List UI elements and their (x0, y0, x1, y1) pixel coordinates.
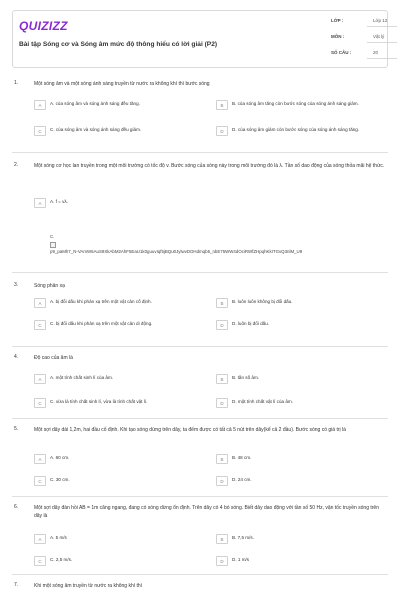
option-b[interactable] (216, 534, 388, 548)
question-number: 7. (14, 582, 19, 588)
option-a[interactable] (34, 454, 214, 468)
question-divider (12, 346, 388, 347)
question-divider (12, 418, 388, 419)
option-text: D. 24 cm. (232, 477, 252, 482)
meta-class (331, 15, 397, 27)
option-letter-box: C (34, 320, 46, 330)
option-letter-box: B (216, 534, 228, 544)
option-b[interactable] (216, 454, 388, 468)
option-d[interactable] (216, 476, 388, 490)
option-text: A. một tính chất sinh lí của âm. (50, 375, 114, 380)
meta-value: Vật lý (373, 34, 385, 39)
worksheet-header (12, 10, 388, 68)
option-text: A. bị đổi dấu khi phản xạ trên một vật cản cố định. (50, 299, 152, 304)
option-letter-box: B (216, 298, 228, 308)
meta-count (331, 47, 397, 59)
question-divider (12, 574, 388, 575)
question-text: Khi một sóng âm truyền từ nước ra không khí thì (34, 583, 143, 589)
option-letter-box: D (216, 126, 228, 136)
option-text: C. của sóng âm và sóng ánh sáng đều giảm. (50, 127, 142, 132)
option-c[interactable] (34, 398, 214, 412)
option-b[interactable] (216, 298, 388, 312)
option-letter-box: D (216, 476, 228, 486)
option-text: C. bị đổi dấu khi phản xạ trên một vật cản di động. (50, 321, 153, 326)
option-d[interactable] (216, 556, 388, 570)
broken-image-row (50, 242, 388, 249)
option-text: C. 2,5 m/s. (50, 557, 73, 562)
option-d[interactable] (216, 320, 388, 334)
option-letter-box: B (216, 100, 228, 110)
option-c[interactable] (34, 320, 224, 334)
option-text: A. f = vλ. (50, 199, 68, 204)
option-letter-box: A (34, 298, 46, 308)
option-letter-box: C (34, 556, 46, 566)
question-divider (12, 272, 388, 273)
option-text: B. của sóng âm tăng còn bước sóng của sóng ánh sáng giảm. (232, 101, 359, 106)
meta-label: SỐ CÂU : (331, 50, 352, 55)
question-1 (12, 80, 388, 150)
option-text: D. một tính chất vật lí của âm. (232, 399, 294, 404)
question-number: 3. (14, 282, 19, 288)
question-number: 4. (14, 354, 19, 360)
option-text: B. luôn luôn không bị đổi dấu. (232, 299, 293, 304)
option-text: C. (50, 234, 55, 239)
question-6 (12, 504, 388, 572)
worksheet-title: Bài tập Sóng cơ và Sóng âm mức độ thông hiểu có lời giải (P2) (19, 41, 218, 48)
option-letter-box: B (216, 454, 228, 464)
option-letter-box: C (34, 398, 46, 408)
option-text: A. 5 m/s (50, 535, 67, 540)
option-letter-box: C (34, 476, 46, 486)
option-text: C. vừa là tính chất sinh lí, vừa là tính chất vật lí. (50, 399, 148, 404)
question-divider (12, 496, 388, 497)
question-3 (12, 282, 388, 344)
question-text: Một sợi dây dài 1,2m, hai đầu cố định. Khi tạo sóng dừng trên dây, ta đếm được có tất cả 5 nút trên dây(kể cả 2 đầu). Bước sóng có giá trị là (34, 427, 346, 433)
option-letter-box: D (216, 320, 228, 330)
option-text: D. 1 m/s (232, 557, 250, 562)
meta-underline (367, 58, 397, 59)
question-number: 5. (14, 426, 19, 432)
option-text: B. 7,5 m/s. (232, 535, 254, 540)
question-number: 6. (14, 504, 19, 510)
option-letter-box: A (34, 374, 46, 384)
option-b[interactable] (216, 374, 388, 388)
option-letter-box: D (216, 556, 228, 566)
option-text: B. 48 cm. (232, 455, 252, 460)
option-a[interactable] (34, 298, 214, 312)
meta-value: 20 (373, 50, 379, 55)
question-2 (12, 162, 388, 270)
question-text: Sóng phản xạ (34, 283, 65, 289)
option-text: C. 30 cm. (50, 477, 70, 482)
option-letter-box: C (34, 126, 46, 136)
meta-label: LỚP : (331, 18, 344, 23)
option-d[interactable] (216, 126, 388, 140)
meta-underline (367, 42, 397, 43)
question-7 (12, 582, 388, 594)
option-text: D. của sóng âm giảm còn bước sóng của sóng ánh sáng tăng. (232, 127, 360, 132)
option-letter-box: A (34, 100, 46, 110)
meta-underline (367, 26, 397, 27)
broken-image-alt: p9_paMh7_N-VAmW6AuS9XkAbM2AhF5EaU1k0guuvIqf5jBQu0JylwvDOHdmqb5_nbE75WW4dOciRWfZHpqhKkITGvQ3nlM_U9 (50, 249, 303, 254)
option-c[interactable] (34, 126, 214, 140)
question-number: 1. (14, 80, 19, 86)
question-text: Một sóng cơ học lan truyền trong một môi trường có tốc độ v. Bước sóng của sóng này trong môi trường đó là λ. Tần số dao động của sóng thỏa mãi hệ thức. (34, 163, 385, 169)
option-letter-box: B (216, 374, 228, 384)
question-text: Một sóng âm và một sóng ánh sáng truyền từ nước ra không khí thì bước sóng (34, 81, 210, 87)
option-text: A. 60 cm. (50, 455, 70, 460)
option-a[interactable] (34, 198, 214, 212)
option-text: A. của sóng âm và sóng ánh sáng đều tăng. (50, 101, 140, 106)
broken-image-icon (50, 242, 56, 248)
option-text: B. tần số âm. (232, 375, 260, 380)
meta-subject (331, 31, 397, 43)
meta-label: MÔN : (331, 34, 345, 39)
question-5 (12, 426, 388, 494)
question-text: Một sợi dây đàn hồi AB = 1m căng ngang, đang có sóng dừng ổn định. Trên dây có 4 bó sóng. Biết dây dao động với tần số 50 Hz, vận tốc truyền sóng trên dây là (34, 505, 379, 519)
option-a[interactable] (34, 100, 214, 114)
option-a[interactable] (34, 534, 214, 548)
question-number: 2. (14, 162, 19, 168)
option-letter-box: A (34, 198, 46, 208)
option-letter-box: D (216, 398, 228, 408)
option-letter-box: A (34, 534, 46, 544)
option-c-image[interactable] (50, 234, 388, 255)
option-text: D. luôn bị đổi dấu. (232, 321, 270, 326)
option-c[interactable] (34, 556, 214, 570)
option-letter-box: A (34, 454, 46, 464)
option-b[interactable] (216, 100, 388, 114)
question-4 (12, 354, 388, 416)
question-text: Độ cao của âm là (34, 355, 73, 361)
question-divider (12, 152, 388, 153)
option-c[interactable] (34, 476, 214, 490)
quizizz-logo: QUIZIZZ (19, 19, 68, 33)
option-d[interactable] (216, 398, 388, 412)
meta-value: Lớp 12 (373, 18, 388, 23)
option-a[interactable] (34, 374, 214, 388)
